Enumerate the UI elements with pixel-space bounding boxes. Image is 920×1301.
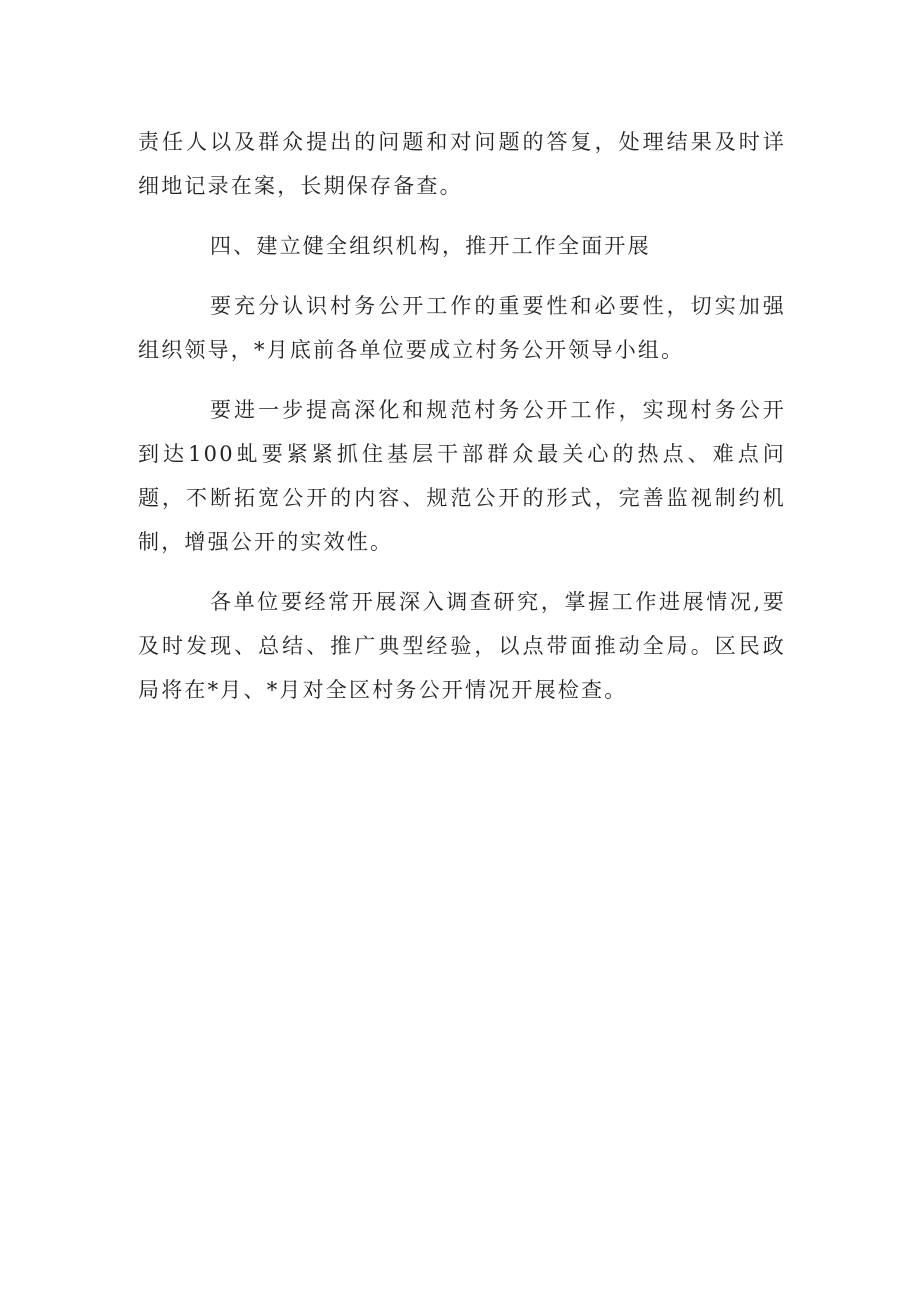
paragraph-continuation: 责任人以及群众提出的问题和对问题的答复，处理结果及时详细地记录在案，长期保存备查。 [138, 130, 786, 198]
paragraph-investigation: 各单位要经常开展深入调查研究，掌握工作进展情况,要及时发现、总结、推广典型经验，以点带面推动全局。区民政局将在*月、*月对全区村务公开情况开展检查。 [138, 590, 786, 702]
document-body [138, 120, 786, 728]
section-heading: 四、建立健全组织机构，推开工作全面开展 [210, 234, 651, 258]
paragraph-standardize: 要进一步提高深化和规范村务公开工作，实现村务公开到达100虬要紧紧抓住基层干部群众最关心的热点、难点问题，不断拓宽公开的内容、规范公开的形式，完善监视制约机制，增强公开的实效性。 [138, 398, 786, 554]
paragraph-organization: 要充分认识村务公开工作的重要性和必要性，切实加强组织领导，*月底前各单位要成立村务公开领导小组。 [138, 294, 786, 362]
